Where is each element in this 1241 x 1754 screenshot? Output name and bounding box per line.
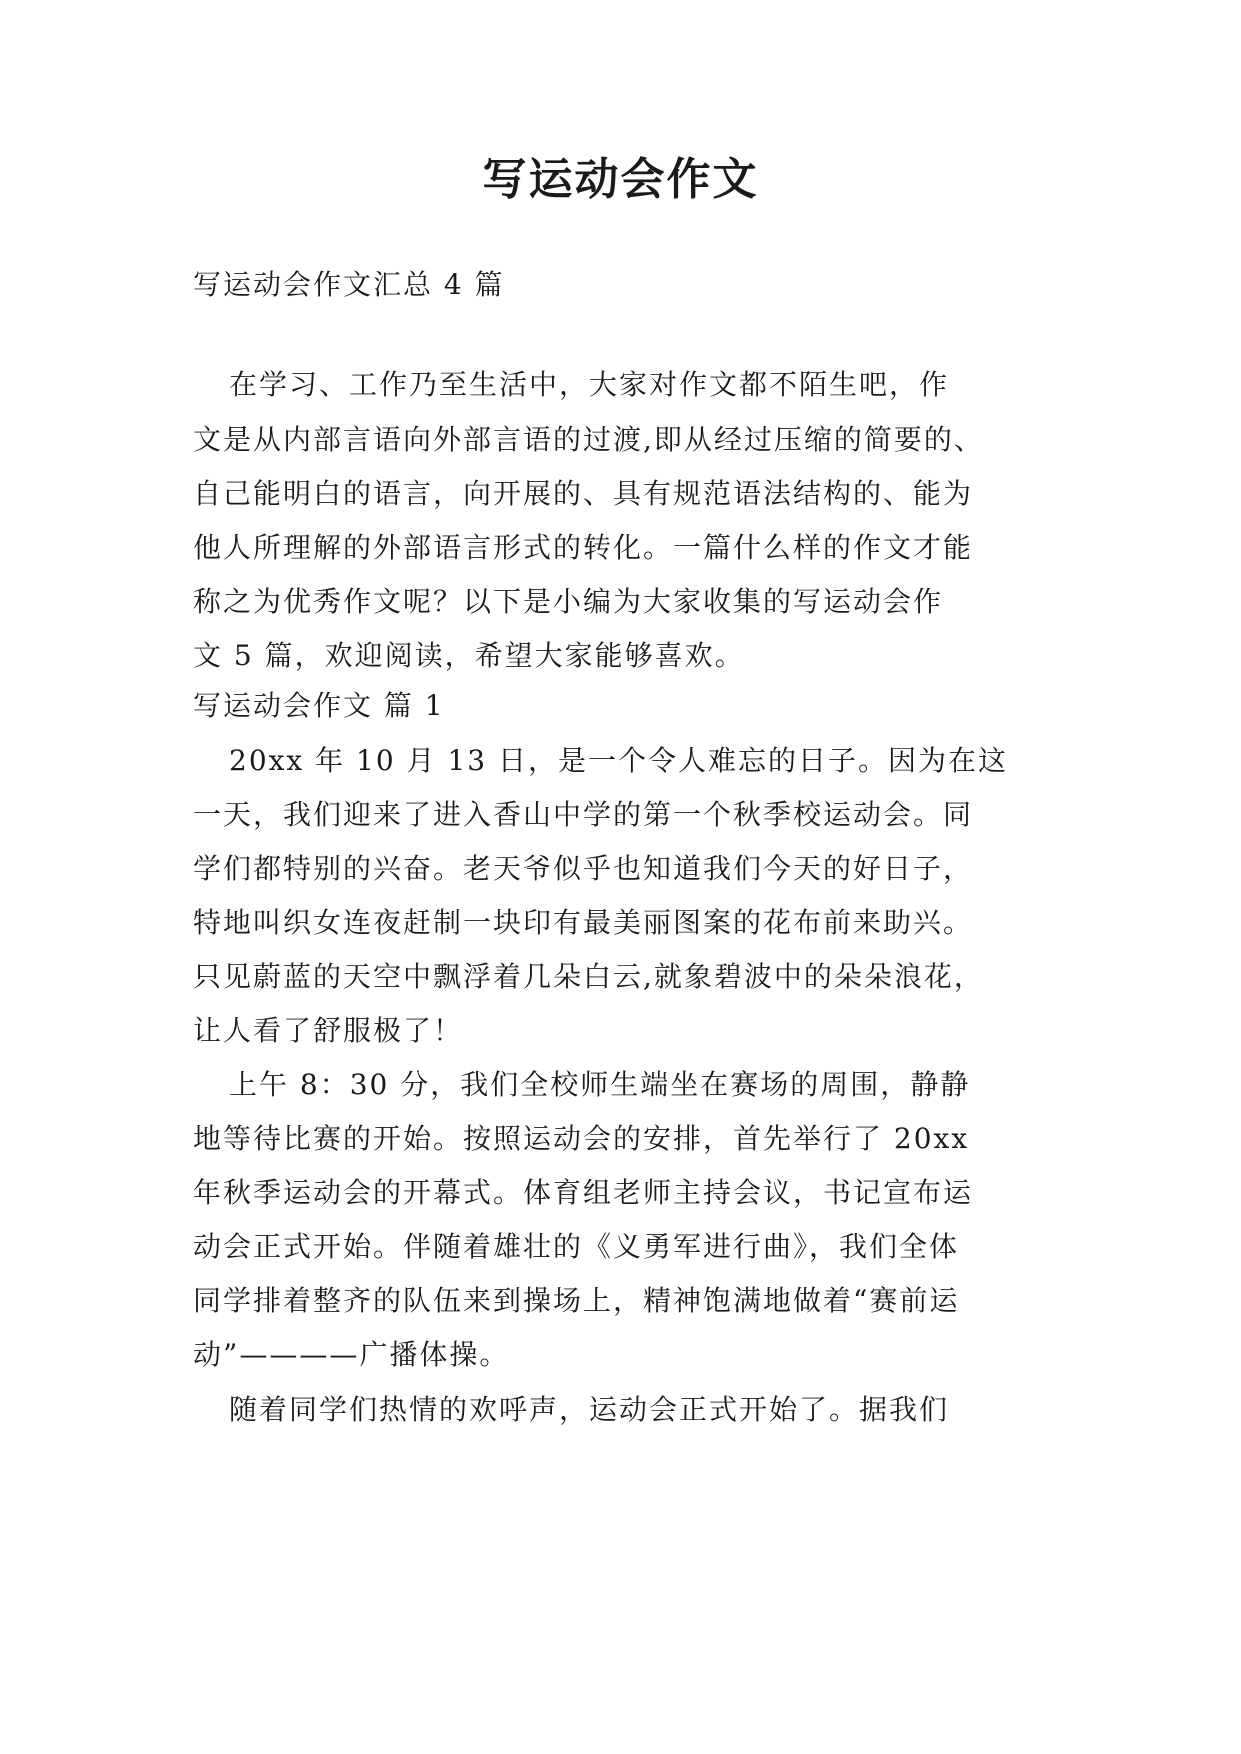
body-line: 自己能明白的语言，向开展的、具有规范语法结构的、能为 [193,477,974,510]
body-line: 文是从内部言语向外部言语的过渡,即从经过压缩的简要的、 [193,423,984,456]
body-line: 文 5 篇，欢迎阅读，希望大家能够喜欢。 [193,639,745,672]
document-subtitle: 写运动会作文汇总 4 篇 [193,268,505,301]
body-line: 让人看了舒服极了！ [193,1014,464,1047]
body-line: 动会正式开始。伴随着雄壮的《义勇军进行曲》，我们全体 [193,1230,960,1263]
body-line: 学们都特别的兴奋。老天爷似乎也知道我们今天的好日子， [193,852,974,885]
body-line: 动”————广播体操。 [193,1338,510,1371]
body-line: 他人所理解的外部语言形式的转化。一篇什么样的作文才能 [193,531,974,564]
body-line: 随着同学们热情的欢呼声，运动会正式开始了。据我们 [229,1393,950,1426]
body-line: 同学排着整齐的队伍来到操场上，精神饱满地做着“赛前运 [193,1284,960,1317]
body-line: 年秋季运动会的开幕式。体育组老师主持会议，书记宣布运 [193,1176,974,1209]
body-line: 一天，我们迎来了进入香山中学的第一个秋季校运动会。同 [193,798,974,831]
document-title: 写运动会作文 [482,154,759,205]
section-heading: 写运动会作文 篇 1 [193,689,445,722]
body-line: 特地叫织女连夜赶制一块印有最美丽图案的花布前来助兴。 [193,906,974,939]
body-line: 在学习、工作乃至生活中，大家对作文都不陌生吧，作 [229,368,950,401]
body-line: 称之为优秀作文呢？以下是小编为大家收集的写运动会作 [193,585,944,618]
body-line: 上午 8：30 分，我们全校师生端坐在赛场的周围，静静 [229,1068,971,1101]
body-line: 只见蔚蓝的天空中飘浮着几朵白云,就象碧波中的朵朵浪花， [193,960,984,993]
body-line: 地等待比赛的开始。按照运动会的安排，首先举行了 20xx [193,1122,970,1155]
body-line: 20xx 年 10 月 13 日，是一个令人难忘的日子。因为在这 [229,744,1008,777]
